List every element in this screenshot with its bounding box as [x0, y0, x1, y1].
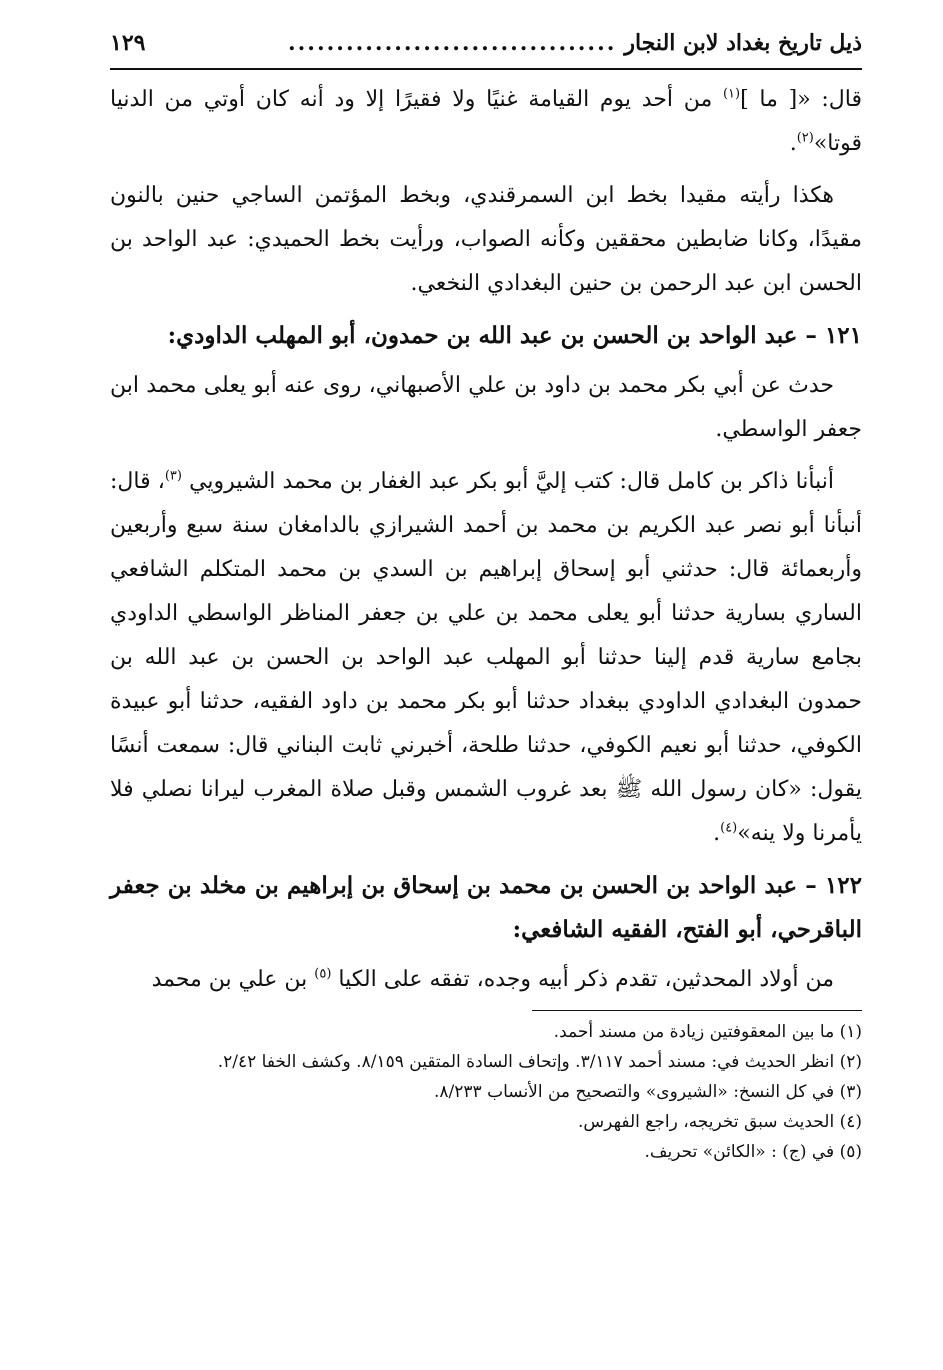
paragraph-hadith-quote	[110, 78, 862, 166]
running-header	[110, 30, 862, 70]
paragraph-entry-122-intro	[110, 958, 862, 1002]
footnote-5: (٥) في (ج) : «الكائن» تحريف.	[644, 1142, 862, 1162]
footnote-4: (٤) الحديث سبق تخريجه، راجع الفهرس.	[578, 1112, 862, 1132]
footnote-2: (٢) انظر الحديث في: مسند أحمد ٣/١١٧. وإتحاف السادة المتقين ٨/١٥٩. وكشف الخفا ٢/٤٢.	[217, 1052, 862, 1072]
header-leader-dots: ..................................	[287, 30, 617, 56]
p4-text-mid: ، قال: أنبأنا أبو نصر عبد الكريم بن محمد بن أحمد الشيرازي بالدامغان سنة سبع وأربعين وأربعمائة قال: حدثني أبو إسحاق إبراهيم بن السدي بن محمد المتكلم الشافعي الساري بسارية حدثنا أبو يعلى محمد بن علي بن جعفر المناظر الواسطي الداودي بجامع سارية قدم إلينا حدثنا أبو المهلب عبد الواحد بن الحسن بن عبد الله بن حمدون البغدادي الداودي ببغداد حدثنا أبو بكر محمد بن داود الفقيه، حدثنا أبو عبيدة الكوفي، حدثنا أبو نعيم الكوفي، حدثنا طلحة، أخبرني ثابت البناني قال: سمعت أنسًا يقول: «كان رسول الله ﷺ بعد غروب الشمس وقبل صلاة المغرب ليرانا نصلي فلا يأمرنا ولا ينه»	[110, 469, 862, 846]
footnotes	[110, 1017, 862, 1167]
p5-text-end: بن علي بن محمد	[151, 967, 315, 992]
footnote-ref-2: (٢)	[796, 130, 814, 146]
footnote-ref-5: (٥)	[314, 966, 332, 982]
footnote-1: (١) ما بين المعقوفتين زيادة من مسند أحمد.	[553, 1022, 862, 1042]
p1-text-start: قال: «[ ما ]	[740, 87, 862, 112]
entry-122-title: ١٢٢ – عبد الواحد بن الحسن بن محمد بن إسحاق بن إبراهيم بن مخلد بن جعفر الباقرحي، أبو الفتح، الفقيه الشافعي:	[110, 872, 862, 943]
footnote-ref-4: (٤)	[720, 820, 738, 836]
entry-121-title: ١٢١ – عبد الواحد بن الحسن بن عبد الله بن حمدون، أبو المهلب الداودي:	[167, 322, 862, 349]
p1-text-end: .	[789, 131, 797, 156]
p5-text-start: من أولاد المحدثين، تقدم ذكر أبيه وجده، تفقه على الكيا	[338, 967, 834, 992]
main-text	[110, 78, 862, 1002]
footnote-divider	[532, 1010, 862, 1011]
p4-text-start: أنبأنا ذاكر بن كامل قال: كتب إليَّ أبو بكر عبد الغفار بن محمد الشيرويي	[189, 469, 834, 494]
paragraph-entry-121-isnad	[110, 460, 862, 856]
paragraph-entry-121-intro: حدث عن أبي بكر محمد بن داود بن علي الأصبهاني، روى عنه أبو يعلى محمد ابن جعفر الواسطي.	[110, 373, 862, 442]
p4-text-end: .	[713, 821, 721, 846]
footnote-ref-1: (١)	[722, 86, 741, 102]
footnote-ref-3: (٣)	[164, 468, 182, 484]
footnote-3: (٣) في كل النسخ: «الشيروى» والتصحيح من الأنساب ٨/٢٣٣.	[434, 1082, 862, 1102]
book-page	[110, 30, 862, 1167]
page-number: ١٢٩	[110, 30, 146, 56]
paragraph-name-note: هكذا رأيته مقيدا بخط ابن السمرقندي، وبخط المؤتمن الساجي حنين بالنون مقيدًا، وكانا ضابطين محققين وكأنه الصواب، ورأيت بخط الحميدي: عبد الواحد بن الحسن ابن عبد الرحمن بن حنين البغدادي النخعي.	[110, 183, 862, 296]
header-title: ذيل تاريخ بغداد لابن النجار	[624, 30, 862, 56]
p1-text-mid: من أحد يوم القيامة غنيًا ولا فقيرًا إلا ود أنه كان أوتي من الدنيا قوتا»	[110, 87, 862, 156]
